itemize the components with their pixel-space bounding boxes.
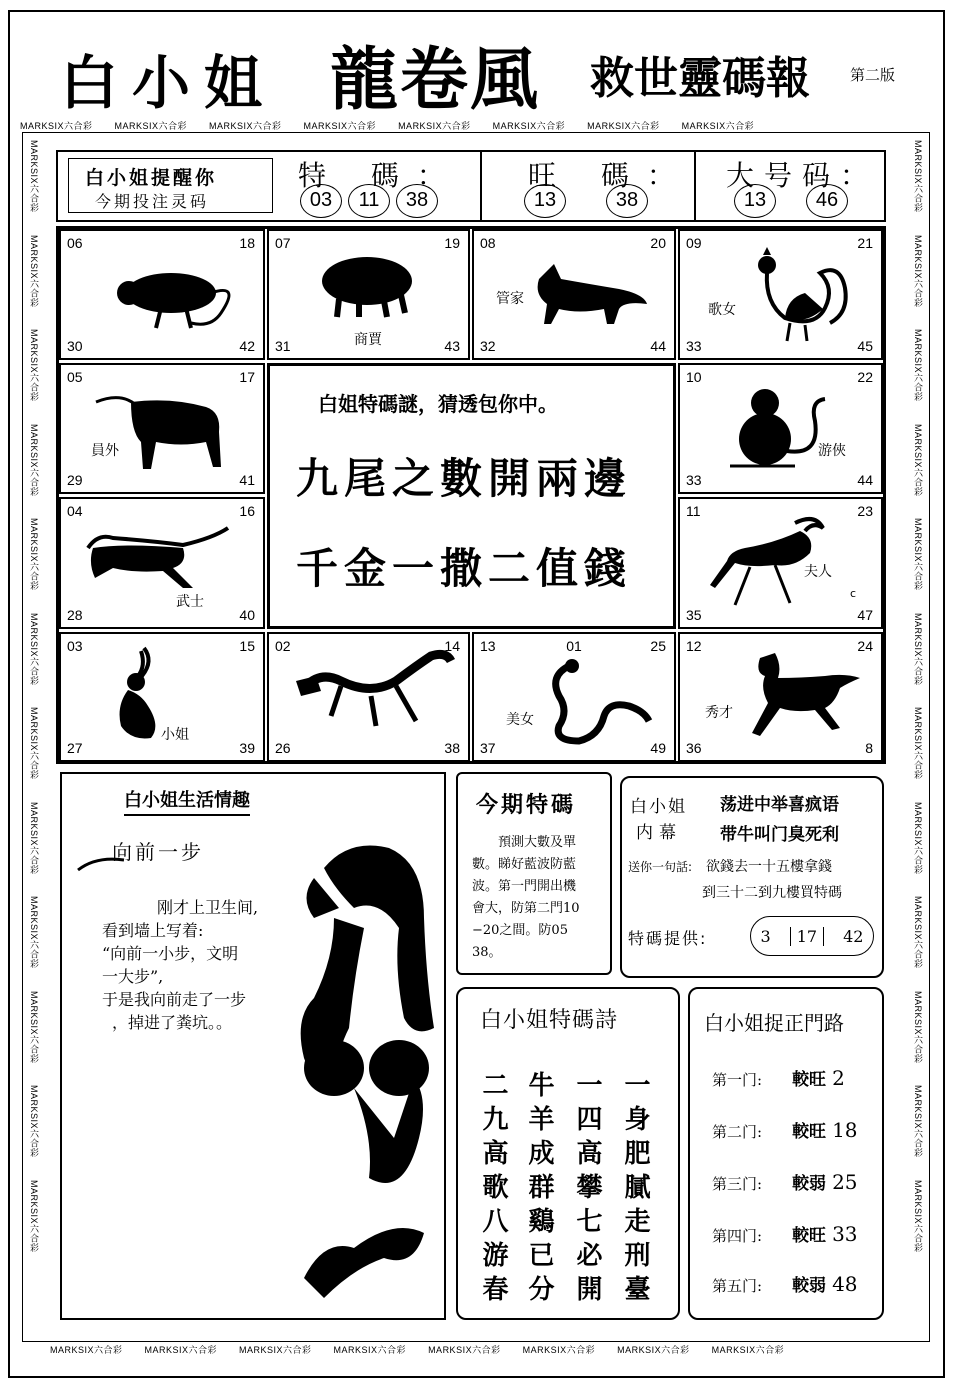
num-tr: 19 (444, 235, 460, 251)
reminder-line1: 白小姐提醒你 (85, 167, 218, 189)
divider (694, 152, 696, 220)
text-line: 波。第一門開出機 (472, 879, 577, 894)
num-tr: 25 (650, 638, 666, 654)
num-bl: 30 (67, 338, 83, 354)
role-label: 秀才 (705, 705, 733, 721)
role-label: 夫人 (804, 564, 832, 580)
num-tr: 23 (857, 503, 873, 519)
provide-label: 特碼提供: (628, 929, 708, 948)
num-tl: 05 (67, 369, 83, 385)
title-bai-xiaojie: 白小姐 (60, 49, 277, 117)
num-tr: 14 (444, 638, 460, 654)
riddle-box (267, 363, 676, 629)
horse-icon (740, 648, 870, 743)
stray-mark: c (850, 587, 857, 600)
num-br: 42 (239, 338, 255, 354)
header (60, 28, 900, 120)
door-row: 第三门: 較弱 25 (712, 1170, 858, 1194)
num-bl: 26 (275, 740, 291, 756)
door-row: 第四门: 較旺 33 (712, 1222, 858, 1246)
num-tr: 20 (650, 235, 666, 251)
poem-column: 二九高歌八游春 (478, 1071, 508, 1309)
rabbit-icon (106, 646, 166, 746)
num-bl: 36 (686, 740, 702, 756)
text-line: 預測大數及單 (498, 835, 577, 850)
num-br: 40 (239, 607, 255, 623)
tiger-icon (83, 523, 233, 593)
rat-icon (91, 253, 241, 333)
life-subtitle: 向前一步 (112, 840, 204, 864)
inside-phrase-2: 带牛叫门臭死利 (720, 825, 839, 845)
poem-column: 一身肥膩走刑臺 (620, 1071, 650, 1309)
story-line: ，掉进了粪坑。。 (112, 1013, 233, 1032)
riddle-line-2: 千金一撒二值錢 (296, 544, 633, 593)
provide-number: 17 (790, 927, 824, 946)
num-tl: 13 (480, 638, 496, 654)
num-bl: 32 (480, 338, 496, 354)
role-label: 商賈 (354, 332, 382, 348)
story-line: “向前一小步，文明 (102, 944, 239, 963)
num-tl: 07 (275, 235, 291, 251)
door-row: 第五门: 較弱 48 (712, 1272, 858, 1296)
role-label: 武士 (176, 594, 204, 610)
num-tl: 09 (686, 235, 702, 251)
special-number: 03 (300, 184, 342, 218)
wang-code-label: 旺 碼： (528, 159, 693, 192)
watermark-left: MARKSIX六合彩MARKSIX六合彩MARKSIX六合彩MARKSIX六合彩MARKSIX六合彩MARKSIX六合彩MARKSIX六合彩MARKSIX六合彩MARKSIX六合彩MARKSIX六合彩MARKSIX六合彩MARKSIX六合彩 (29, 140, 39, 1253)
num-tl: 12 (686, 638, 702, 654)
role-label: 員外 (91, 443, 119, 459)
num-tl: 04 (67, 503, 83, 519)
title-jiushi: 救世靈碼報 (590, 53, 810, 104)
zodiac-cell-ox (59, 363, 265, 494)
provide-numbers (750, 916, 874, 956)
send-label: 送你一句話: (628, 860, 693, 874)
big-code-label: 大号码： (726, 159, 879, 192)
num-br: 44 (857, 472, 873, 488)
ox-icon (91, 387, 251, 477)
special-code-title: 今期特碼 (476, 792, 577, 818)
story-line: 看到墙上写着: (102, 921, 204, 940)
num-br: 41 (239, 472, 255, 488)
poem-title: 白小姐特碼詩 (480, 1008, 619, 1033)
special-number: 38 (396, 184, 438, 218)
door-row: 第一门: 較旺 2 (712, 1066, 845, 1090)
send-line-1: 欲錢去一十五樓拿錢 (706, 859, 832, 875)
num-br: 39 (239, 740, 255, 756)
big-code-numbers (734, 184, 848, 218)
num-tc: 01 (566, 638, 582, 654)
poem-column: 牛羊成群鷄已分 (524, 1071, 554, 1309)
riddle-line-1: 九尾之數開兩邊 (296, 454, 633, 503)
reminder-box (68, 158, 273, 213)
dog-icon (529, 259, 649, 329)
life-title: 白小姐生活情趣 (124, 786, 250, 816)
zodiac-cell-horse (678, 632, 883, 762)
reminder-line2: 今期投注灵码 (95, 192, 210, 211)
divider (480, 152, 482, 220)
story-line: 刚才上卫生间, (157, 898, 259, 917)
num-bl: 33 (686, 472, 702, 488)
num-tl: 02 (275, 638, 291, 654)
life-section (60, 772, 446, 1320)
send-line-2: 到三十二到九樓買特碼 (702, 885, 842, 901)
pig-icon (309, 249, 419, 319)
snake-icon (544, 656, 654, 746)
role-label: 小姐 (161, 727, 189, 743)
num-bl: 28 (67, 607, 83, 623)
edition-label: 第二版 (850, 66, 896, 84)
provide-number: 42 (843, 926, 864, 946)
num-bl: 27 (67, 740, 83, 756)
zodiac-cell-goat (678, 497, 883, 629)
poem-column: 一四高攀七必開 (572, 1071, 602, 1309)
watermark-right: MARKSIX六合彩MARKSIX六合彩MARKSIX六合彩MARKSIX六合彩MARKSIX六合彩MARKSIX六合彩MARKSIX六合彩MARKSIX六合彩MARKSIX六合彩MARKSIX六合彩MARKSIX六合彩MARKSIX六合彩 (913, 140, 923, 1253)
big-number: 13 (734, 184, 776, 218)
num-tr: 22 (857, 369, 873, 385)
special-code-box (456, 772, 612, 975)
num-br: 8 (865, 740, 873, 756)
zodiac-cell-dragon (267, 632, 470, 762)
text-line: 會大，防第二門10 (472, 901, 580, 916)
num-tl: 10 (686, 369, 702, 385)
story-line: 一大步”, (102, 967, 164, 986)
wang-number: 13 (524, 184, 566, 218)
wang-number: 38 (606, 184, 648, 218)
role-label: 游俠 (818, 443, 846, 459)
num-tr: 18 (239, 235, 255, 251)
watermark-bottom: MARKSIX六合彩 MARKSIX六合彩 MARKSIX六合彩 MARKSIX六合彩 MARKSIX六合彩 MARKSIX六合彩 MARKSIX六合彩 MARKSIX六合彩 (50, 1345, 785, 1355)
zodiac-cell-monkey (678, 363, 883, 494)
num-tr: 24 (857, 638, 873, 654)
num-tr: 21 (857, 235, 873, 251)
doors-title: 白小姐捉正門路 (704, 1011, 844, 1035)
num-tr: 15 (239, 638, 255, 654)
num-tr: 17 (239, 369, 255, 385)
provide-number: 3 (760, 926, 771, 946)
inside-label-1: 白小姐 (630, 797, 687, 817)
role-label: 管家 (496, 291, 524, 307)
door-row: 第二门: 較旺 18 (712, 1118, 858, 1142)
zodiac-cell-snake (472, 632, 676, 762)
special-code-numbers (300, 184, 438, 218)
num-tl: 08 (480, 235, 496, 251)
num-bl: 31 (275, 338, 291, 354)
num-br: 44 (650, 338, 666, 354)
codes-strip (56, 150, 886, 222)
inside-label-2: 内幕 (636, 823, 682, 843)
num-br: 38 (444, 740, 460, 756)
inside-box (620, 776, 884, 978)
doors-box (688, 987, 884, 1320)
poem-box (456, 987, 680, 1320)
num-bl: 29 (67, 472, 83, 488)
watermark-top: MARKSIX六合彩 MARKSIX六合彩 MARKSIX六合彩 MARKSIX六合彩 MARKSIX六合彩 MARKSIX六合彩 MARKSIX六合彩 MARKSIX六合彩 (20, 121, 755, 131)
num-tl: 11 (686, 503, 701, 519)
role-label: 美女 (506, 712, 534, 728)
zodiac-cell-dog (472, 229, 676, 360)
wang-code-numbers (524, 184, 648, 218)
special-code-text (472, 832, 608, 964)
num-tl: 06 (67, 235, 83, 251)
zodiac-cell-pig (267, 229, 470, 360)
zodiac-cell-rat (59, 229, 265, 360)
num-tr: 16 (239, 503, 255, 519)
num-br: 47 (857, 607, 873, 623)
zodiac-cell-rooster (678, 229, 883, 360)
text-line: 38。 (472, 945, 502, 960)
num-bl: 37 (480, 740, 496, 756)
brush-stroke-icon (76, 854, 126, 874)
role-label: 歌女 (708, 302, 736, 318)
riddle-intro: 白姐特碼謎，猜透包你中。 (318, 392, 558, 416)
story-line: 于是我向前走了一步 (102, 990, 247, 1009)
num-bl: 33 (686, 338, 702, 354)
zodiac-cell-tiger (59, 497, 265, 629)
num-br: 43 (444, 338, 460, 354)
big-number: 46 (806, 184, 848, 218)
text-line: 數。睇好藍波防藍 (472, 857, 577, 872)
rooster-icon (745, 243, 855, 343)
zodiac-cell-rabbit (59, 632, 265, 762)
text-line: −20之間。防05 (472, 923, 568, 938)
special-number: 11 (348, 184, 390, 218)
inside-phrase-1: 荡进中举喜疯语 (720, 795, 839, 815)
special-code-label: 特 碼： (298, 159, 463, 192)
woman-photo-icon (294, 838, 444, 1308)
num-br: 45 (857, 338, 873, 354)
title-longjuanfeng: 龍卷風 (330, 40, 541, 120)
num-br: 49 (650, 740, 666, 756)
dragon-icon (291, 646, 456, 741)
num-tl: 03 (67, 638, 83, 654)
num-bl: 35 (686, 607, 702, 623)
